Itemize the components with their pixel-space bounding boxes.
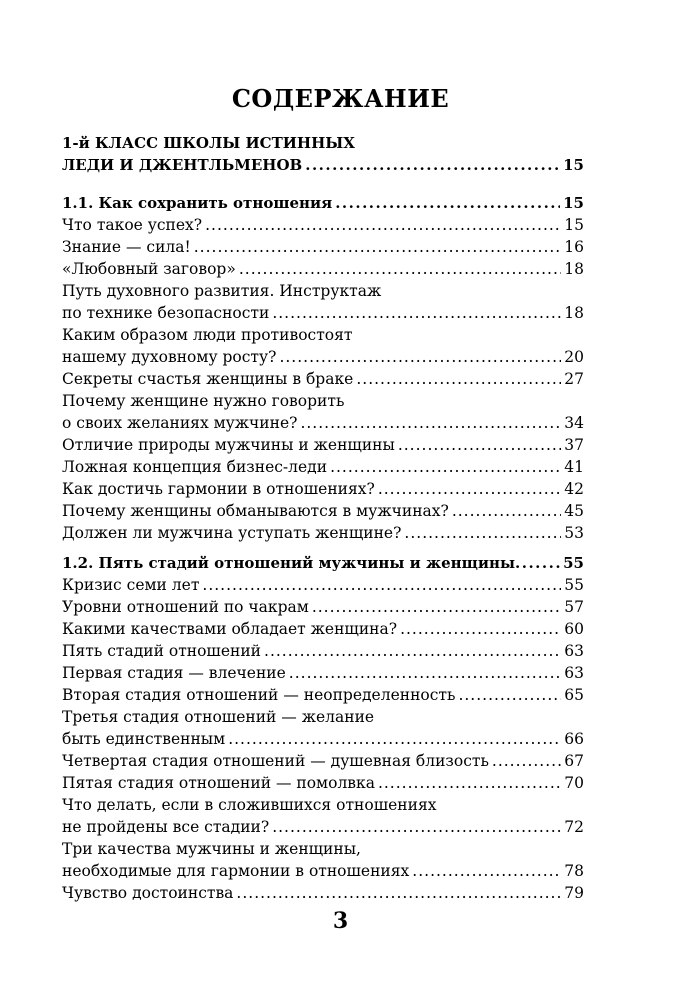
entry-title-line1: Третья стадия отношений — желание bbox=[62, 708, 375, 726]
leader-dots bbox=[239, 258, 561, 280]
leader-dots bbox=[378, 772, 561, 794]
leader-dots bbox=[492, 750, 561, 772]
toc-section-1 bbox=[62, 192, 584, 544]
toc-section-2 bbox=[62, 552, 584, 904]
toc-entry bbox=[62, 882, 584, 904]
leader-dots bbox=[236, 882, 561, 904]
toc-entry bbox=[62, 302, 584, 324]
entry-title: Вторая стадия отношений — неопределенность bbox=[62, 686, 456, 704]
toc-entry bbox=[62, 662, 584, 684]
leader-dots bbox=[272, 816, 561, 838]
page-number: 15 bbox=[563, 156, 584, 174]
page-number: 37 bbox=[564, 436, 584, 454]
toc-entry bbox=[62, 236, 584, 258]
leader-dots bbox=[289, 662, 561, 684]
entry-title: Какими качествами обладает женщина? bbox=[62, 620, 398, 638]
page-number: 45 bbox=[564, 502, 584, 520]
leader-dots bbox=[400, 618, 561, 640]
toc-entry bbox=[62, 456, 584, 478]
entry-title: «Любовный заговор» bbox=[62, 260, 236, 278]
leader-dots bbox=[335, 192, 560, 214]
entry-title: не пройдены все стадии? bbox=[62, 818, 270, 836]
entry-title: Отличие природы мужчины и женщины bbox=[62, 436, 395, 454]
leader-dots bbox=[272, 302, 561, 324]
toc-entry bbox=[62, 522, 584, 544]
leader-dots bbox=[458, 684, 561, 706]
leader-dots bbox=[264, 640, 561, 662]
toc-entry bbox=[62, 368, 584, 390]
section-title: 1.2. Пять стадий отношений мужчины и женщины bbox=[62, 554, 516, 572]
entry-title-line1: Три качества мужчины и женщины, bbox=[62, 840, 361, 858]
section-heading bbox=[62, 192, 584, 214]
page-number: 16 bbox=[564, 238, 584, 256]
page-number: 67 bbox=[564, 752, 584, 770]
toc-entry bbox=[62, 258, 584, 280]
entry-title: о своих желаниях мужчине? bbox=[62, 414, 298, 432]
part-title-line2: ЛЕДИ И ДЖЕНТЛЬМЕНОВ bbox=[62, 156, 303, 174]
entry-title: Пятая стадия отношений — помолвка bbox=[62, 774, 375, 792]
entry-title: необходимые для гармонии в отношениях bbox=[62, 862, 410, 880]
entry-title: Уровни отношений по чакрам bbox=[62, 598, 309, 616]
section-heading bbox=[62, 552, 584, 574]
toc-entry bbox=[62, 596, 584, 618]
page-number: 70 bbox=[564, 774, 584, 792]
entry-title: Ложная концепция бизнес-леди bbox=[62, 458, 328, 476]
page-number: 15 bbox=[564, 216, 584, 234]
page-number: 42 bbox=[564, 480, 584, 498]
section-title: 1.1. Как сохранить отношения bbox=[62, 194, 333, 212]
part-title-line1: 1-й КЛАСС ШКОЛЫ ИСТИННЫХ bbox=[62, 134, 355, 152]
toc-entry bbox=[62, 478, 584, 500]
leader-dots bbox=[300, 412, 561, 434]
page-number: 41 bbox=[564, 458, 584, 476]
entry-title: Должен ли мужчина уступать женщине? bbox=[62, 524, 402, 542]
leader-dots bbox=[398, 434, 561, 456]
entry-title: по технике безопасности bbox=[62, 304, 270, 322]
leader-dots bbox=[205, 214, 561, 236]
toc-part-heading bbox=[62, 132, 584, 176]
entry-title: нашему духовному росту? bbox=[62, 348, 277, 366]
leader-dots bbox=[202, 574, 561, 596]
entry-title-line1: Почему женщине нужно говорить bbox=[62, 392, 345, 410]
leader-dots bbox=[404, 522, 561, 544]
entry-title: Четвертая стадия отношений — душевная близость bbox=[62, 752, 489, 770]
leader-dots bbox=[452, 500, 561, 522]
entry-title: Секреты счастья женщины в браке bbox=[62, 370, 354, 388]
entry-title-line1: Что делать, если в сложившихся отношениях bbox=[62, 796, 437, 814]
toc-entry bbox=[62, 574, 584, 596]
entry-title: быть единственным bbox=[62, 730, 226, 748]
entry-title: Что такое успех? bbox=[62, 216, 203, 234]
page-number: 55 bbox=[563, 554, 584, 572]
page-number: 60 bbox=[564, 620, 584, 638]
leader-dots bbox=[279, 346, 561, 368]
page-number: 63 bbox=[564, 664, 584, 682]
page-title: СОДЕРЖАНИЕ bbox=[231, 84, 450, 113]
entry-title: Кризис семи лет bbox=[62, 576, 200, 594]
entry-title-line1: Путь духовного развития. Инструктаж bbox=[62, 282, 382, 300]
leader-dots bbox=[228, 728, 561, 750]
page-number: 20 bbox=[564, 348, 584, 366]
entry-title-line1: Каким образом люди противостоят bbox=[62, 326, 353, 344]
leader-dots bbox=[378, 478, 561, 500]
page-number: 53 bbox=[564, 524, 584, 542]
toc-entry bbox=[62, 772, 584, 794]
leader-dots bbox=[305, 154, 560, 176]
leader-dots bbox=[312, 596, 561, 618]
toc-entry bbox=[62, 434, 584, 456]
entry-title: Почему женщины обманываются в мужчинах? bbox=[62, 502, 449, 520]
page-number: 27 bbox=[564, 370, 584, 388]
page-number: 78 bbox=[564, 862, 584, 880]
toc-entry bbox=[62, 640, 584, 662]
entry-title: Знание — сила! bbox=[62, 238, 191, 256]
page-number: 18 bbox=[564, 304, 584, 322]
page-number: 66 bbox=[564, 730, 584, 748]
toc-entry bbox=[62, 816, 584, 838]
toc-entry bbox=[62, 860, 584, 882]
page-number: 55 bbox=[564, 576, 584, 594]
page-number: 63 bbox=[564, 642, 584, 660]
toc-entry bbox=[62, 728, 584, 750]
leader-dots bbox=[330, 456, 561, 478]
leader-dots bbox=[412, 860, 561, 882]
page-number-footer: 3 bbox=[332, 908, 349, 934]
toc-entry bbox=[62, 750, 584, 772]
page-number: 65 bbox=[564, 686, 584, 704]
page-number: 57 bbox=[564, 598, 584, 616]
toc-entry bbox=[62, 500, 584, 522]
page-number: 18 bbox=[564, 260, 584, 278]
page-number: 15 bbox=[563, 194, 584, 212]
entry-title: Чувство достоинства bbox=[62, 884, 234, 902]
toc-entry bbox=[62, 412, 584, 434]
toc-entry bbox=[62, 346, 584, 368]
page-number: 79 bbox=[564, 884, 584, 902]
toc-entry bbox=[62, 154, 584, 176]
leader-dots bbox=[356, 368, 561, 390]
entry-title: Первая стадия — влечение bbox=[62, 664, 286, 682]
leader-dots bbox=[515, 552, 563, 574]
toc-entry bbox=[62, 684, 584, 706]
toc-entry bbox=[62, 214, 584, 236]
toc-entry bbox=[62, 618, 584, 640]
page-number: 34 bbox=[564, 414, 584, 432]
entry-title: Как достичь гармонии в отношениях? bbox=[62, 480, 375, 498]
leader-dots bbox=[194, 236, 562, 258]
entry-title: Пять стадий отношений bbox=[62, 642, 262, 660]
page-number: 72 bbox=[564, 818, 584, 836]
